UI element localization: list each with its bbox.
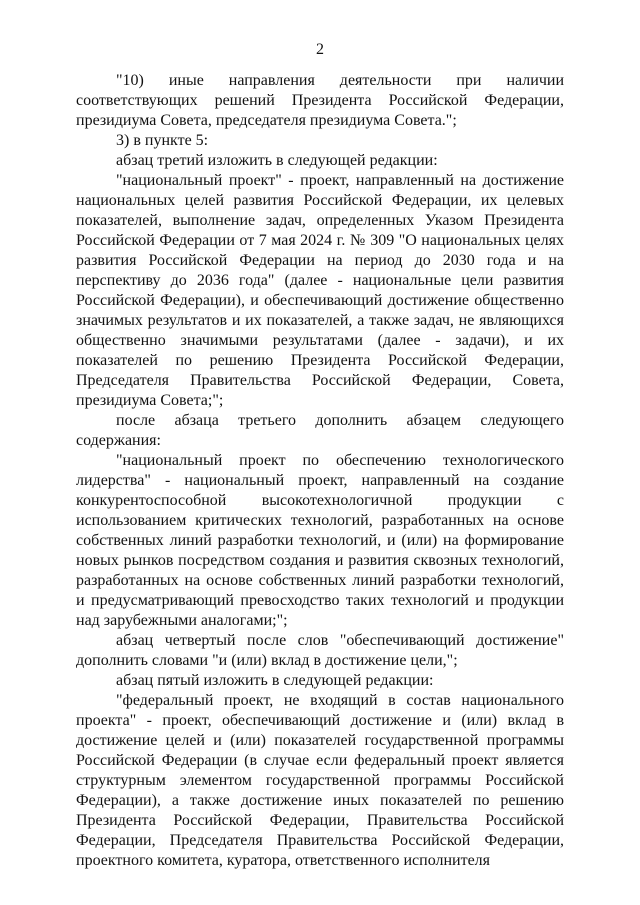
- paragraph-abzac-5-intro: абзац пятый изложить в следующей редакции:: [116, 672, 434, 689]
- paragraph-point-5: 3) в пункте 5:: [116, 132, 209, 149]
- paragraph-abzac-3-intro: абзац третий изложить в следующей редакции:: [116, 152, 438, 169]
- document-body: [76, 71, 564, 871]
- paragraph-abzac-4-amendment: абзац четвертый после слов "обеспечивающий достижение" дополнить словами "и (или) вклад в достижение цели,";: [76, 632, 564, 669]
- paragraph-national-project-definition: "национальный проект" - проект, направленный на достижение национальных целей развития Российской Федерации, их целевых показателей, выполнение задач, определенных Указом Президента Российской Федерации от 7 мая 2024 г. № 309 "О национальных целях развития Российской Федерации на период до 2030 года и на перспективу до 2036 года" (далее - национальные цели развития Российской Федерации), и обеспечивающий достижение общественно значимых результатов и их показателей, а также задач, не являющихся общественно значимыми результатами (далее - задачи), и их показателей по решению Президента Российской Федерации, Председателя Правительства Российской Федерации, Совета, президиума Совета;";: [76, 172, 564, 409]
- paragraph-federal-project-definition: "федеральный проект, не входящий в состав национального проекта" - проект, обеспечивающий достижение и (или) вклад в достижение целей и (или) показателей государственной программы Российской Федерации (в случае если федеральный проект является структурным элементом государственной программы Российской Федерации), а также достижение иных показателей по решению Президента Российской Федерации, Правительства Российской Федерации, Председателя Правительства Российской Федерации, проектного комитета, куратора, ответственного исполнителя: [76, 692, 564, 869]
- page-number: 2: [316, 41, 324, 58]
- paragraph-item-10: "10) иные направления деятельности при наличии соответствующих решений Президента Российской Федерации, президиума Совета, председателя президиума Совета.";: [76, 72, 564, 129]
- paragraph-tech-leadership-definition: "национальный проект по обеспечению технологического лидерства" - национальный проект, направленный на создание конкурентоспособной высокотехнологичной продукции с использованием критических технологий, разработанных на основе собственных линий разработки технологий, и (или) на формирование новых рынков посредством создания и развития сквозных технологий, разработанных на основе собственных линий разработки технологий, и предусматривающий превосходство таких технологий и продукции над зарубежными аналогами;";: [76, 452, 564, 629]
- paragraph-after-abzac-3-intro: после абзаца третьего дополнить абзацем следующего содержания:: [76, 412, 564, 449]
